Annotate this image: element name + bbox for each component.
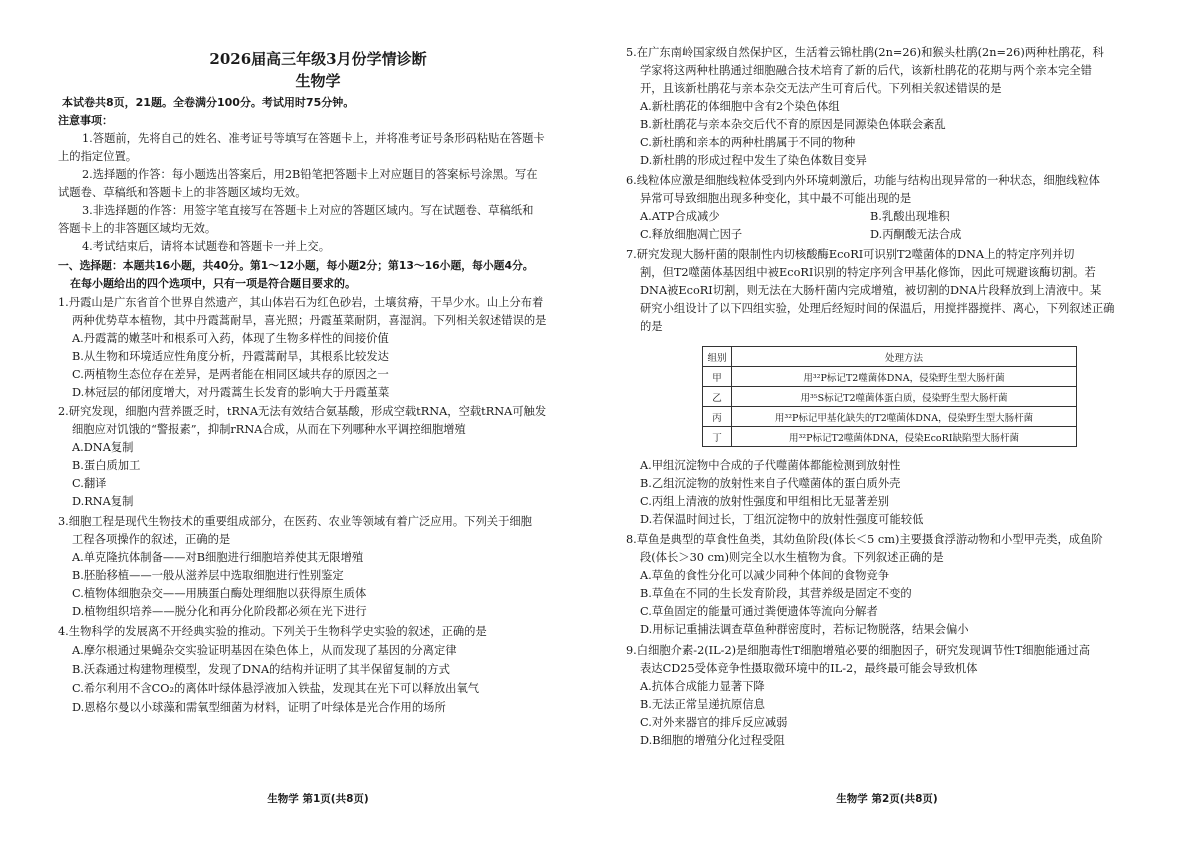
option: D.植物组织培养——脱分化和再分化阶段都必须在光下进行: [72, 605, 367, 618]
option: B.草鱼在不同的生长发育阶段，其营养级是固定不变的: [640, 587, 912, 600]
option: D.新杜鹃的形成过程中发生了染色体数目变异: [640, 154, 867, 167]
option: C.草鱼固定的能量可通过粪便遗体等流向分解者: [640, 605, 878, 618]
question-stem: 工程各项操作的叙述，正确的是: [72, 533, 231, 546]
page-footer: 生物学 第2页(共8页): [836, 793, 938, 805]
option: D.用标记重捕法调查草鱼种群密度时，若标记物脱落，结果会偏小: [640, 623, 969, 636]
experiment-table: [702, 346, 1077, 447]
option: D.RNA复制: [72, 495, 134, 508]
option: A.摩尔根通过果蝇杂交实验证明基因在染色体上，从而发现了基因的分离定律: [72, 644, 457, 657]
page-2: [626, 0, 1148, 848]
page-1: [58, 0, 578, 848]
option: C.释放细胞凋亡因子: [640, 228, 743, 241]
option: D.B细胞的增殖分化过程受阻: [640, 734, 785, 747]
question-stem: 7.研究发现大肠杆菌的限制性内切核酸酶EcoRⅠ可识别T2噬菌体的DNA上的特定序列并切: [626, 248, 1075, 261]
question-stem: 异常可导致细胞出现多种变化，其中最不可能出现的是: [640, 192, 912, 205]
option: C.对外来器官的排斥反应减弱: [640, 716, 788, 729]
table-cell: 用³²P标记甲基化缺失的T2噬菌体DNA，侵染野生型大肠杆菌: [732, 407, 1077, 427]
question-stem: 2.研究发现，细胞内营养匮乏时，tRNA无法有效结合氨基酸，形成空载tRNA，空载tRNA可触发: [58, 405, 547, 418]
question-stem: 8.草鱼是典型的草食性鱼类，其幼鱼阶段(体长＜5 cm)主要摄食浮游动物和小型甲壳类，成鱼阶: [626, 533, 1103, 546]
question-stem: 开，且该新杜鹃花与亲本杂交无法产生可育后代。下列相关叙述错误的是: [640, 82, 1002, 95]
option: D.若保温时间过长，丁组沉淀物中的放射性强度可能较低: [640, 513, 924, 526]
option: C.丙组上清液的放射性强度和甲组相比无显著差别: [640, 495, 890, 508]
option: B.蛋白质加工: [72, 459, 141, 472]
table-row: [703, 367, 1077, 387]
table-row: [703, 387, 1077, 407]
question-stem: 学家将这两种杜鹃通过细胞融合技术培育了新的后代，该新杜鹃花的花期与两个亲本完全错: [640, 64, 1092, 77]
notice-line: 3.非选择题的作答：用签字笔直接写在答题卡上对应的答题区域内。写在试题卷、草稿纸和: [82, 204, 534, 217]
option: C.植物体细胞杂交——用胰蛋白酶处理细胞以获得原生质体: [72, 587, 367, 600]
table-cell: 用³⁵S标记T2噬菌体蛋白质，侵染野生型大肠杆菌: [732, 387, 1077, 407]
option: C.两植物生态位存在差异，是两者能在相同区域共存的原因之一: [72, 368, 389, 381]
notice-line: 答题卡上的非答题区域均无效。: [58, 222, 217, 235]
notice-line: 2.选择题的作答：每小题选出答案后，用2B铅笔把答题卡上对应题目的答案标号涂黑。写在: [82, 168, 538, 181]
option: B.从生物和环境适应性角度分析，丹霞蒿耐旱，其根系比较发达: [72, 350, 389, 363]
question-stem: 1.丹霞山是广东省首个世界自然遗产，其山体岩石为红色砂岩，土壤贫瘠，干旱少水。山上分布着: [58, 296, 544, 309]
table-cell: 用³²P标记T2噬菌体DNA，侵染野生型大肠杆菌: [732, 367, 1077, 387]
question-stem: 研究小组设计了以下四组实验，处理后经短时间的保温后，用搅拌器搅拌、离心，下列叙述正确: [640, 302, 1115, 315]
option: A.DNA复制: [72, 441, 134, 454]
question-stem: 6.线粒体应激是细胞线粒体受到内外环境刺激后，功能与结构出现异常的一种状态，细胞线粒体: [626, 174, 1100, 187]
question-stem: 9.白细胞介素-2(IL-2)是细胞毒性T细胞增殖必要的细胞因子，研究发现调节性T细胞能通过高: [626, 644, 1091, 657]
question-stem: 3.细胞工程是现代生物技术的重要组成部分，在医药、农业等领域有着广泛应用。下列关于细胞: [58, 515, 532, 528]
option: C.翻译: [72, 477, 107, 490]
option: B.沃森通过构建物理模型，发现了DNA的结构并证明了其半保留复制的方式: [72, 663, 450, 676]
section-heading: 在每小题给出的四个选项中，只有一项是符合题目要求的。: [70, 277, 356, 290]
notice-heading: 注意事项：: [58, 114, 113, 127]
table-row: [703, 427, 1077, 447]
table-cell: 丙: [703, 407, 732, 427]
table-header: 处理方法: [732, 347, 1077, 367]
option: A.抗体合成能力显著下降: [640, 680, 765, 693]
option: B.乳酸出现堆积: [870, 210, 950, 223]
exam-title: 2026届高三年级3月份学情诊断: [209, 50, 427, 68]
section-heading: 一、选择题：本题共16小题，共40分。第1～12小题，每小题2分；第13～16小题，每小题4分。: [58, 259, 534, 272]
option: A.甲组沉淀物中合成的子代噬菌体都能检测到放射性: [640, 459, 901, 472]
table-cell: 丁: [703, 427, 732, 447]
question-stem: 段(体长＞30 cm)则完全以水生植物为食。下列叙述正确的是: [640, 551, 944, 564]
option: B.新杜鹃花与亲本杂交后代不育的原因是同源染色体联会紊乱: [640, 118, 946, 131]
question-stem: DNA被EcoRⅠ切割，则无法在大肠杆菌内完成增殖，被切割的DNA片段释放到上清液中。某: [640, 284, 1102, 297]
option: B.乙组沉淀物的放射性来自子代噬菌体的蛋白质外壳: [640, 477, 901, 490]
option: A.新杜鹃花的体细胞中含有2个染色体组: [640, 100, 840, 113]
table-cell: 乙: [703, 387, 732, 407]
question-stem: 5.在广东南岭国家级自然保护区，生活着云锦杜鹃(2n=26)和猴头杜鹃(2n=26)两种杜鹃花，科: [626, 46, 1104, 59]
exam-meta: 本试卷共8页，21题。全卷满分100分。考试用时75分钟。: [62, 96, 355, 109]
question-stem: 割，但T2噬菌体基因组中被EcoRⅠ识别的特定序列含甲基化修饰，因此可规避该酶切割。若: [640, 266, 1096, 279]
option: B.胚胎移植——一般从滋养层中选取细胞进行性别鉴定: [72, 569, 344, 582]
subject-title: 生物学: [295, 72, 341, 90]
table-cell: 甲: [703, 367, 732, 387]
question-stem: 的是: [640, 320, 663, 333]
page-footer: 生物学 第1页(共8页): [267, 793, 369, 805]
table-row: [703, 407, 1077, 427]
table-header: 组别: [703, 347, 732, 367]
option: C.新杜鹃和亲本的两种杜鹃属于不同的物种: [640, 136, 856, 149]
table-header-row: [703, 347, 1077, 367]
question-stem: 表达CD25受体竞争性摄取微环境中的IL-2，最终最可能会导致机体: [640, 662, 978, 675]
option: D.恩格尔曼以小球藻和需氧型细菌为材料，证明了叶绿体是光合作用的场所: [72, 701, 446, 714]
option: D.林冠层的郁闭度增大，对丹霞蒿生长发育的影响大于丹霞堇菜: [72, 386, 390, 399]
option: C.希尔利用不含CO₂的离体叶绿体悬浮液加入铁盐，发现其在光下可以释放出氧气: [72, 682, 480, 695]
option: A.丹霞蒿的嫩茎叶和根系可入药，体现了生物多样性的间接价值: [72, 332, 389, 345]
question-stem: 细胞应对饥饿的“警报素”，抑制rRNA合成，从而在下列哪种水平调控细胞增殖: [72, 423, 466, 436]
option: D.丙酮酸无法合成: [870, 228, 962, 241]
notice-line: 1.答题前，先将自己的姓名、准考证号等填写在答题卡上，并将准考证号条形码粘贴在答题卡: [82, 132, 545, 145]
question-stem: 4.生物科学的发展离不开经典实验的推动。下列关于生物科学史实验的叙述，正确的是: [58, 625, 487, 638]
option: B.无法正常呈递抗原信息: [640, 698, 765, 711]
notice-line: 4.考试结束后，请将本试题卷和答题卡一并上交。: [82, 240, 331, 253]
option: A.ATP合成减少: [640, 210, 720, 223]
table-cell: 用³²P标记T2噬菌体DNA，侵染EcoRⅠ缺陷型大肠杆菌: [732, 427, 1077, 447]
option: A.草鱼的食性分化可以减少同种个体间的食物竞争: [640, 569, 889, 582]
question-stem: 两种优势草本植物，其中丹霞蒿耐旱，喜光照；丹霞堇菜耐阴，喜湿润。下列相关叙述错误的是: [72, 314, 547, 327]
notice-line: 试题卷、草稿纸和答题卡上的非答题区域均无效。: [58, 186, 307, 199]
option: A.单克隆抗体制备——对B细胞进行细胞培养使其无限增殖: [72, 551, 364, 564]
notice-line: 上的指定位置。: [58, 150, 138, 163]
